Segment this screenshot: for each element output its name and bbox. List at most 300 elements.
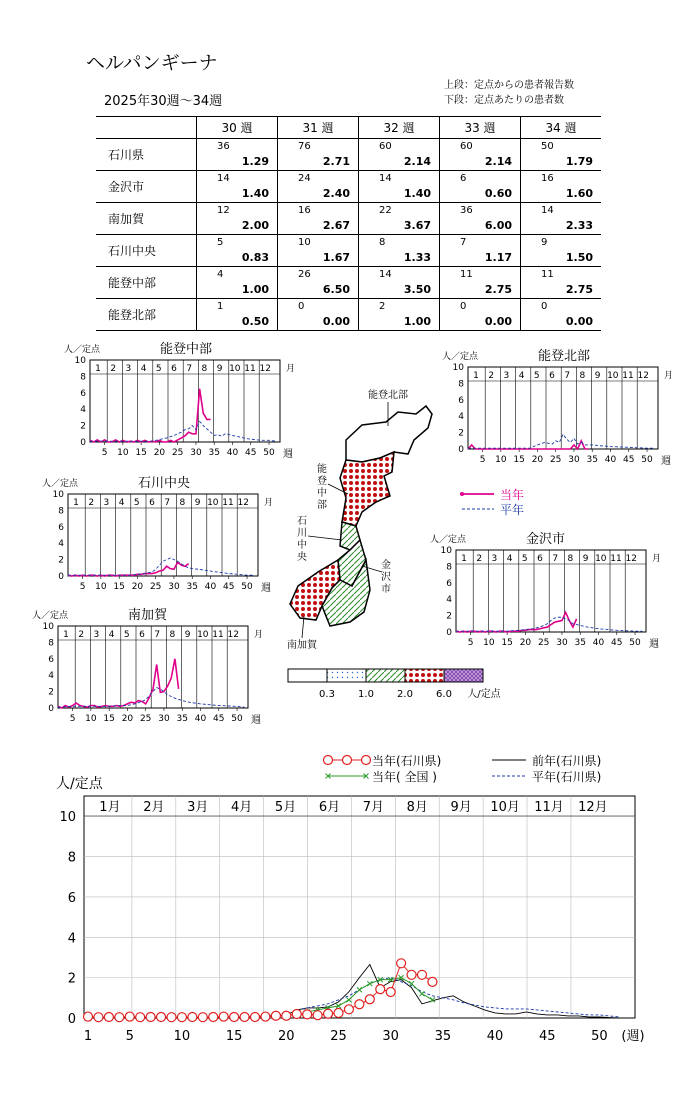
month-label: 10 [595,554,607,564]
x-tick-label: 35 [176,714,188,724]
x-tick-label: 35 [434,1029,452,1044]
current-point [115,1013,124,1022]
per-site-rate: 1.29 [241,155,269,168]
current-point [313,1011,322,1020]
per-site-rate: 1.67 [322,251,350,264]
month-label: 8 [201,364,208,374]
map-label-noto-chubu: 中 [317,488,327,499]
x-tick-label: 30 [556,638,568,648]
x-tick-label: 45 [245,448,257,458]
map-label-noto-hokubu: 能登北部 [368,390,408,401]
per-site-rate: 6.00 [484,219,512,232]
map-leader [302,616,304,638]
current-point [209,1012,218,1021]
region-label: 能登北部 [96,299,197,331]
patient-count: 7 [460,237,467,248]
current-point [177,1013,186,1022]
x-tick-label: 20 [121,714,134,724]
period-label: 2025年30週～34週 [104,94,223,109]
table-legend-lower: 下段：定点あたりの患者数 [444,95,564,106]
current-point [250,1012,259,1021]
scale-box [405,669,444,682]
x-tick-label: 50 [641,455,653,465]
mini-unit-label: 人／定点 [430,535,467,545]
per-site-rate: 0.00 [484,315,512,328]
scale-box [288,669,327,682]
patient-count: 1 [217,301,224,312]
patient-count: 9 [541,237,548,248]
y-tick-label: 4 [80,405,86,416]
per-site-rate: 3.67 [403,219,431,232]
current-point [219,1012,228,1021]
x-tick-label: 5 [79,582,86,592]
x-tick-label: 20 [153,448,166,458]
y-tick-label: 10 [74,356,86,366]
month-label: 12 [227,630,239,640]
x-tick-label: 5 [479,455,486,465]
scale-tick-label: 0.3 [319,689,335,700]
y-tick-label: 2 [67,971,76,987]
current-point [428,977,437,986]
x-tick-label: 40 [204,582,217,592]
patient-count: 50 [541,141,554,152]
month-label: 3 [491,554,498,564]
mini-chart [64,341,295,460]
per-site-rate: 2.75 [565,283,593,296]
y-tick-label: 6 [80,388,86,399]
x-tick-label: 25 [139,714,152,724]
x-tick-label: 30 [190,448,202,458]
x-tick-label: 30 [158,714,170,724]
legend-marker [362,756,371,765]
month-label: 4 [140,364,147,374]
month-label: 2 [88,498,95,508]
x-tick-label: 15 [103,714,115,724]
scale-box [366,669,405,682]
mini-chart [442,348,673,467]
legend-label: 当年( 全国 ) [372,770,437,784]
per-site-rate: 1.33 [403,251,431,264]
y-tick-label: 4 [446,595,452,606]
month-label: 10 [207,498,219,508]
y-tick-label: 6 [446,578,452,589]
per-site-rate: 1.00 [241,283,269,296]
per-site-rate: 2.00 [241,219,269,232]
current-point [198,1013,207,1022]
current-point [146,1012,155,1021]
scale-tick-label: 6.0 [436,689,452,700]
month-label: 12月 [578,800,608,815]
patient-count: 60 [379,141,392,152]
y-tick-label: 0 [48,704,54,714]
month-label: 5 [533,371,540,381]
y-tick-label: 8 [58,506,64,517]
per-site-rate: 2.14 [484,155,512,168]
x-axis-unit: (週) [621,1029,645,1044]
region-noto-chubu [340,452,394,526]
patient-count: 16 [541,173,554,184]
mini-unit-label: 人／定点 [64,345,101,355]
month-label: 4 [506,554,513,564]
month-label: 5月 [274,800,297,815]
current-point [344,1005,353,1014]
y-tick-label: 6 [58,522,64,533]
x-tick-label: 15 [225,1029,243,1044]
x-tick-label: 25 [171,448,184,458]
current-point [240,1012,249,1021]
main-chart [56,775,645,1044]
legend-current-label: 当年 [500,488,525,502]
main-legend [324,753,602,784]
month-label: 8 [567,554,574,564]
per-site-rate: 2.40 [322,187,350,200]
patient-count: 16 [298,205,311,216]
month-label: 4月 [231,800,253,815]
patient-count: 60 [460,141,473,152]
x-tick-label: 50 [263,448,275,458]
month-label: 4 [118,498,125,508]
x-tick-label: 20 [519,638,532,648]
x-tick-label: 15 [501,638,513,648]
month-label: 8 [579,371,586,381]
y-axis-label: 人/定点 [56,776,103,792]
map-leader [308,536,342,540]
patient-count: 4 [217,269,224,280]
per-site-rate: 1.40 [403,187,431,200]
month-label: 1 [63,630,69,640]
month-label: 9 [594,371,601,381]
mini-chart-title: 能登中部 [160,342,213,357]
current-point [157,1012,166,1021]
month-label: 1 [473,371,479,381]
per-site-rate: 2.67 [322,219,350,232]
month-unit: 月 [264,498,274,508]
month-label: 6月 [318,800,341,815]
current-point [282,1011,291,1020]
current-point [334,1008,343,1017]
y-tick-label: 2 [458,428,464,439]
x-tick-label: 45 [223,582,235,592]
current-point [417,970,426,979]
month-label: 10 [229,364,241,374]
map-label-noto-chubu: 能 [317,464,327,475]
y-tick-label: 0 [458,445,464,455]
x-tick-label: 5 [69,714,76,724]
per-site-rate: 0.00 [565,315,593,328]
x-tick-label: 5 [467,638,474,648]
mini-unit-label: 人／定点 [42,479,79,489]
x-tick-label: 20 [278,1029,295,1044]
per-site-rate: 0.83 [241,251,269,264]
x-tick-label: 25 [537,638,550,648]
x-tick-label: 10 [495,455,507,465]
current-point [188,1012,197,1021]
x-tick-label: 20 [531,455,544,465]
map-label-ishikawa-chuo: 央 [297,552,307,563]
y-tick-label: 8 [446,562,452,573]
mini-unit-label: 人／定点 [442,352,479,362]
month-label: 11 [610,554,622,564]
y-tick-label: 4 [48,671,54,682]
week-unit: 週 [283,449,293,460]
month-label: 7 [552,554,559,564]
x-tick-label: 45 [538,1029,556,1044]
y-tick-label: 8 [67,850,76,866]
y-tick-label: 8 [48,638,54,649]
region-label: 能登中部 [96,267,197,299]
month-label: 2 [488,371,495,381]
per-site-rate: 1.50 [565,251,593,264]
month-label: 11 [244,364,256,374]
mini-chart [32,607,263,726]
patient-count: 14 [379,269,392,280]
y-tick-label: 2 [446,611,452,622]
month-label: 6 [537,554,543,564]
month-unit: 月 [664,371,674,381]
patient-count: 14 [379,173,392,184]
per-site-rate: 2.71 [322,155,350,168]
map-label-ishikawa-chuo: 中 [297,540,307,551]
region-label: 石川中央 [96,235,197,267]
week-header: 34 週 [521,117,602,139]
y-tick-label: 6 [48,654,54,665]
month-label: 6 [171,364,177,374]
map-label-minami-kaga: 南加賀 [287,640,317,651]
patient-count: 10 [298,237,311,248]
month-label: 7 [164,498,171,508]
patient-count: 11 [541,269,554,280]
mini-chart-title: 南加賀 [128,608,168,623]
legend-average-label: 平年 [500,503,525,517]
x-tick-label: 5 [101,448,108,458]
month-label: 11 [622,371,634,381]
scale-tick-label: 1.0 [358,689,374,700]
y-tick-label: 0 [80,438,86,448]
patient-count: 8 [379,237,386,248]
current-point [365,995,374,1004]
x-tick-label: 50 [231,714,243,724]
x-tick-label: 15 [135,448,147,458]
current-point [303,1010,312,1019]
current-point [94,1013,103,1022]
month-label: 9 [194,498,201,508]
current-point [84,1012,93,1021]
x-tick-label: 40 [592,638,605,648]
per-site-rate: 0.50 [241,315,269,328]
per-site-rate: 2.75 [484,283,512,296]
month-unit: 月 [254,630,264,640]
per-site-rate: 1.79 [565,155,593,168]
week-header: 32 週 [359,117,440,139]
legend-label: 平年(石川県) [532,770,602,784]
patient-count: 12 [217,205,230,216]
x-tick-label: 50 [591,1029,608,1044]
current-point [125,1012,134,1021]
week-unit: 週 [661,456,671,467]
month-label: 2 [110,364,117,374]
x-tick-label: 35 [208,448,220,458]
x-tick-label: 10 [85,714,97,724]
region-label: 石川県 [96,139,197,171]
x-tick-label: 30 [568,455,580,465]
month-label: 5 [123,630,130,640]
month-unit: 月 [286,364,296,374]
x-tick-label: 40 [194,714,207,724]
region-label: 金沢市 [96,171,197,203]
y-tick-label: 2 [58,555,64,566]
x-tick-label: 35 [586,455,598,465]
month-label: 3 [503,371,510,381]
current-point [376,985,385,994]
month-label: 5 [155,364,162,374]
week-header: 30 週 [197,117,278,139]
y-tick-label: 6 [67,890,76,906]
per-site-rate: 1.00 [403,315,431,328]
y-tick-label: 10 [42,622,54,632]
x-tick-label: 30 [168,582,180,592]
month-label: 9月 [450,800,472,815]
month-label: 3 [93,630,100,640]
month-label: 10月 [490,800,520,815]
month-label: 12 [259,364,271,374]
current-point [136,1013,145,1022]
month-label: 1 [461,554,467,564]
week-unit: 週 [261,583,271,594]
month-label: 11 [222,498,234,508]
current-point [355,1000,364,1009]
month-label: 1 [73,498,79,508]
per-site-rate: 1.60 [565,187,593,200]
patient-count: 14 [541,205,554,216]
mini-chart [430,531,661,650]
month-label: 5 [521,554,528,564]
month-label: 7月 [362,800,385,815]
map-label-ishikawa-chuo: 川 [297,528,307,539]
y-tick-label: 4 [67,931,76,947]
y-tick-label: 10 [52,490,64,500]
y-tick-label: 0 [67,1012,76,1027]
month-label: 9 [184,630,191,640]
x-tick-label: 30 [382,1029,399,1044]
patient-count: 22 [379,205,392,216]
month-label: 3 [125,364,132,374]
month-label: 6 [139,630,145,640]
month-label: 7 [564,371,571,381]
month-label: 4 [518,371,525,381]
per-site-rate: 1.17 [484,251,512,264]
legend-marker [324,756,333,765]
month-label: 6 [549,371,555,381]
y-tick-label: 10 [440,546,452,556]
month-label: 8 [179,498,186,508]
per-site-rate: 3.50 [403,283,431,296]
legend-current-marker [460,492,464,496]
map-label-kanazawa: 市 [381,584,391,595]
y-tick-label: 0 [58,572,64,582]
main-frame [84,796,635,1018]
y-tick-label: 10 [452,363,464,373]
per-site-rate: 2.14 [403,155,431,168]
table-legend-upper: 上段：定点からの患者報告数 [444,80,574,91]
month-label: 7 [186,364,193,374]
x-tick-label: 25 [330,1029,347,1044]
mini-chart-title: 能登北部 [538,349,591,364]
x-tick-label: 45 [623,455,635,465]
current-point [104,1012,113,1021]
patient-count: 0 [460,301,467,312]
x-tick-label: 45 [611,638,623,648]
current-point [292,1009,301,1018]
x-tick-label: 15 [513,455,525,465]
mini-unit-label: 人／定点 [32,611,69,621]
month-label: 2 [476,554,483,564]
y-tick-label: 4 [58,539,64,550]
month-label: 1 [95,364,101,374]
x-tick-label: 40 [604,455,617,465]
current-point [261,1012,270,1021]
patient-count: 11 [460,269,473,280]
patient-count: 36 [460,205,473,216]
per-site-rate: 0.00 [322,315,350,328]
x-tick-label: 35 [574,638,586,648]
month-label: 9 [216,364,223,374]
per-site-rate: 6.50 [322,283,350,296]
map-label-ishikawa-chuo: 石 [297,516,307,527]
x-tick-label: 25 [149,582,162,592]
x-tick-label: 5 [125,1029,134,1044]
legend-label: 前年(石川県) [532,754,602,768]
current-point [324,1009,333,1018]
x-tick-label: 15 [113,582,125,592]
scale-box [327,669,366,682]
month-label: 9 [582,554,589,564]
y-tick-label: 8 [458,379,464,390]
patient-count: 5 [217,237,224,248]
x-tick-label: 40 [486,1029,504,1044]
current-point [271,1011,280,1020]
month-label: 3月 [187,800,209,815]
patient-count: 76 [298,141,311,152]
per-site-rate: 0.60 [484,187,512,200]
map-label-noto-chubu: 部 [317,500,327,511]
x-tick-label: 10 [173,1029,191,1044]
scale-unit: 人/定点 [467,689,501,700]
x-tick-label: 45 [213,714,225,724]
month-label: 3 [103,498,110,508]
patient-count: 0 [541,301,548,312]
y-tick-label: 2 [80,421,86,432]
month-label: 11 [212,630,224,640]
month-label: 11月 [534,800,564,815]
legend-marker [343,756,352,765]
mini-chart-title: 金沢市 [526,532,566,547]
month-label: 5 [133,498,140,508]
x-tick-label: 40 [226,448,239,458]
map-label-kanazawa: 沢 [381,572,391,583]
y-tick-label: 2 [48,687,54,698]
region-label: 南加賀 [96,203,197,235]
current-point [397,959,406,968]
y-tick-label: 4 [458,412,464,423]
x-tick-label: 10 [95,582,107,592]
week-header: 33 週 [440,117,521,139]
month-label: 7 [154,630,161,640]
current-point [230,1012,239,1021]
patient-count: 26 [298,269,311,280]
patient-count: 36 [217,141,230,152]
month-label: 12 [625,554,637,564]
current-point [167,1013,176,1022]
